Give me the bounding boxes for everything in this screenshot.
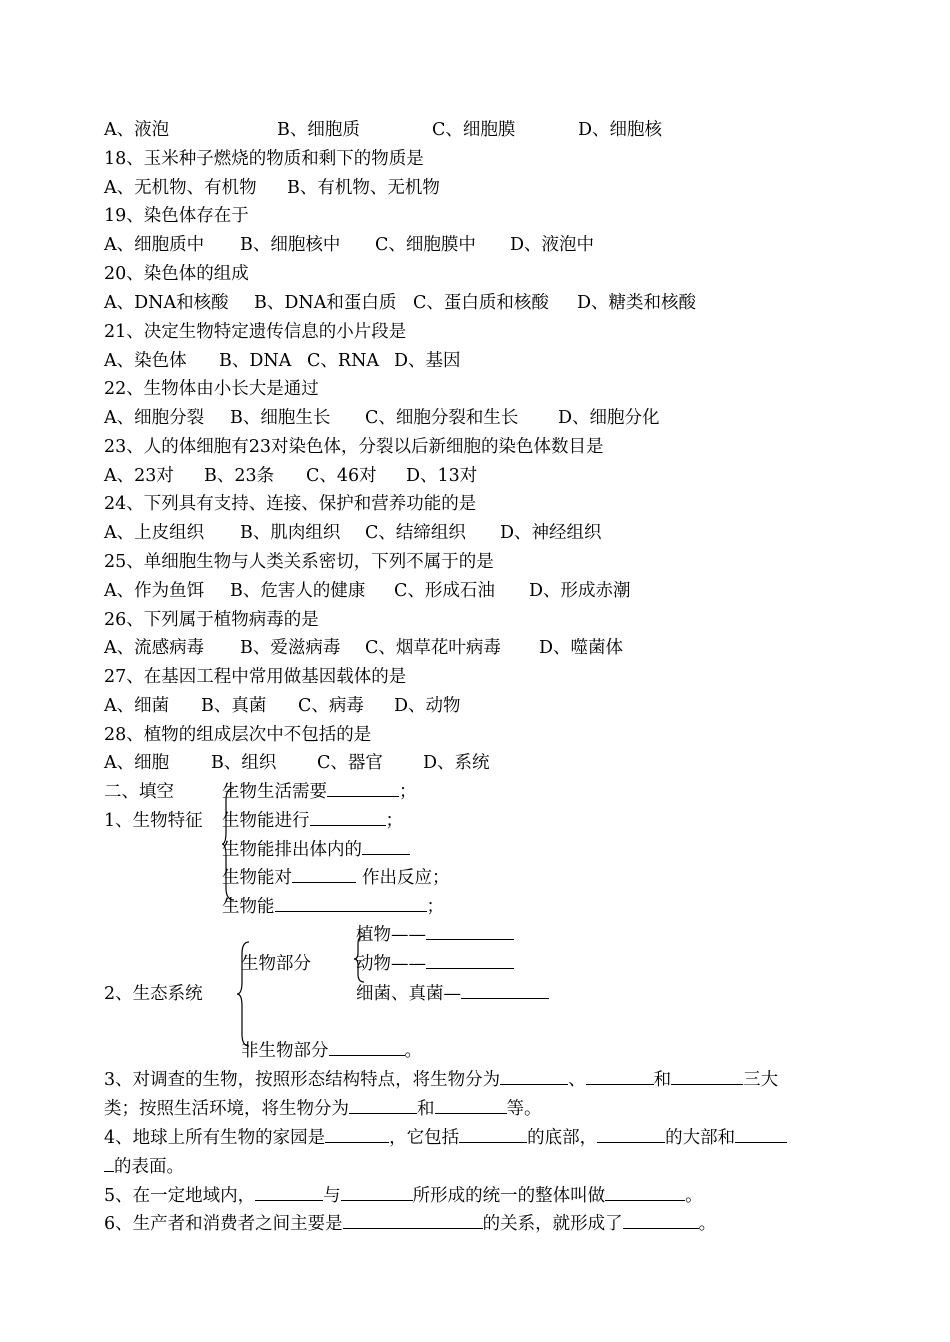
fill-q4-text-a: 4、地球上所有生物的家园是 bbox=[104, 1128, 326, 1148]
fill-q3-line2 bbox=[104, 1097, 542, 1121]
fill-q1-blank-5[interactable] bbox=[275, 895, 427, 912]
fill-q4-line1 bbox=[104, 1126, 787, 1150]
q26-option-d: D、噬菌体 bbox=[539, 638, 624, 658]
q23-option-b: B、23条 bbox=[204, 466, 275, 486]
fill-q5-text-c: 所形成的统一的整体叫做 bbox=[412, 1186, 606, 1206]
fill-q3-text-e: 类；按照生活环境，将生物分为 bbox=[104, 1099, 349, 1119]
fill-q1-item-4 bbox=[222, 866, 450, 890]
q27-stem: 27、在基因工程中常用做基因载体的是 bbox=[104, 667, 407, 687]
fill-q3-text-d: 三大 bbox=[743, 1070, 779, 1090]
q18-stem: 18、玉米种子燃烧的物质和剩下的物质是 bbox=[104, 149, 424, 169]
fill-q6-text-b: 的关系，就形成了 bbox=[482, 1214, 623, 1234]
q20-option-a: A、DNA和核酸 bbox=[104, 293, 229, 313]
fill-q1-item-2-end: ； bbox=[385, 811, 403, 831]
fill-q5-blank-2[interactable] bbox=[341, 1184, 413, 1201]
fill-q3-blank-1[interactable] bbox=[500, 1068, 568, 1085]
fill-q3-text-a: 3、对调查的生物，按照形态结构特点，将生物分为 bbox=[104, 1070, 501, 1090]
fill-q2-animal-text: 动物—— bbox=[356, 954, 426, 974]
q24-option-b: B、肌肉组织 bbox=[240, 523, 341, 543]
q20-option-b: B、DNA和蛋白质 bbox=[254, 293, 397, 313]
q22-option-b: B、细胞生长 bbox=[230, 408, 331, 428]
fill-q1-blank-4[interactable] bbox=[292, 866, 356, 883]
q24-option-d: D、神经组织 bbox=[500, 523, 602, 543]
q28-option-c: C、器官 bbox=[317, 753, 383, 773]
q25-option-c: C、形成石油 bbox=[394, 581, 495, 601]
fill-q4-text-d: 的大部和 bbox=[665, 1128, 736, 1148]
fill-q4-blank-1[interactable] bbox=[325, 1126, 389, 1143]
q27-option-a: A、细菌 bbox=[104, 696, 170, 716]
fill-q1-item-1-end: ； bbox=[399, 782, 417, 802]
q25-option-a: A、作为鱼饵 bbox=[104, 581, 205, 601]
fill-q3-blank-5[interactable] bbox=[435, 1097, 507, 1114]
q23-option-a: A、23对 bbox=[104, 466, 174, 486]
fill-q6-text-a: 6、生产者和消费者之间主要是 bbox=[104, 1214, 343, 1234]
fill-q3-blank-3[interactable] bbox=[671, 1068, 743, 1085]
fill-q1-item-1-text: 生物生活需要 bbox=[222, 782, 327, 802]
fill-q1-item-5-end: ； bbox=[426, 897, 444, 917]
q28-option-b: B、组织 bbox=[211, 753, 277, 773]
q22-option-a: A、细胞分裂 bbox=[104, 408, 205, 428]
fill-q5 bbox=[104, 1184, 703, 1208]
q21-stem: 21、决定生物特定遗传信息的小片段是 bbox=[104, 322, 407, 342]
fill-q6-end: 。 bbox=[698, 1214, 717, 1234]
fill-q5-blank-3[interactable] bbox=[605, 1184, 685, 1201]
fill-q1-item-2 bbox=[222, 809, 403, 833]
fill-q3-text-g: 等。 bbox=[506, 1099, 542, 1119]
q27-option-b: B、真菌 bbox=[201, 696, 267, 716]
fill-q1-blank-2[interactable] bbox=[310, 809, 386, 826]
q23-option-c: C、46对 bbox=[306, 466, 377, 486]
q24-stem: 24、下列具有支持、连接、保护和营养功能的是 bbox=[104, 494, 477, 514]
q20-option-c: C、蛋白质和核酸 bbox=[413, 293, 549, 313]
fill-q2-blank-nonbio[interactable] bbox=[329, 1039, 405, 1056]
fill-q1-blank-3[interactable] bbox=[362, 838, 410, 855]
q18-option-b: B、有机物、无机物 bbox=[287, 178, 440, 198]
fill-q3-text-b: 、 bbox=[568, 1070, 586, 1090]
fill-q4-blank-4[interactable] bbox=[735, 1126, 787, 1143]
q19-option-a: A、细胞质中 bbox=[104, 235, 205, 255]
q23-stem: 23、人的体细胞有23对染色体，分裂以后新细胞的染色体数目是 bbox=[104, 437, 604, 457]
q27-option-d: D、动物 bbox=[394, 696, 461, 716]
fill-q4-blank-3[interactable] bbox=[597, 1126, 665, 1143]
fill-q1-item-1 bbox=[222, 780, 417, 804]
q21-option-a: A、染色体 bbox=[104, 351, 187, 371]
q28-option-a: A、细胞 bbox=[104, 753, 170, 773]
fill-q2-bio-label: 生物部分 bbox=[241, 954, 311, 974]
fill-q1-item-4-text: 生物能对 bbox=[222, 868, 292, 888]
fill-q1-item-4-end: 作出反应； bbox=[362, 868, 450, 888]
fill-q3-text-c: 和 bbox=[653, 1070, 672, 1090]
fill-q5-end: 。 bbox=[685, 1186, 703, 1206]
fill-q2-plant bbox=[356, 923, 514, 947]
fill-q2-blank-animal[interactable] bbox=[426, 952, 514, 969]
fill-q4-text-b: ，它包括 bbox=[389, 1128, 460, 1148]
q26-option-b: B、爱滋病毒 bbox=[240, 638, 341, 658]
q26-option-c: C、烟草花叶病毒 bbox=[365, 638, 501, 658]
q21-option-d: D、基因 bbox=[394, 351, 461, 371]
q20-option-d: D、糖类和核酸 bbox=[577, 293, 697, 313]
fill-q6 bbox=[104, 1212, 716, 1236]
q18-option-a: A、无机物、有机物 bbox=[104, 178, 257, 198]
fill-q2-animal bbox=[356, 952, 514, 976]
fill-q1-blank-1[interactable] bbox=[327, 780, 399, 797]
q25-stem: 25、单细胞生物与人类关系密切，下列不属于的是 bbox=[104, 552, 494, 572]
q25-option-d: D、形成赤潮 bbox=[529, 581, 631, 601]
fill-q1-item-3 bbox=[222, 838, 410, 862]
q19-option-d: D、液泡中 bbox=[510, 235, 595, 255]
fill-q1-item-3-text: 生物能排出体内的 bbox=[222, 840, 362, 860]
fill-q4-line2 bbox=[104, 1155, 184, 1179]
fill-q4-blank-4-cont[interactable] bbox=[104, 1155, 114, 1172]
fill-q5-text-b: 与 bbox=[323, 1186, 341, 1206]
fill-q4-blank-2[interactable] bbox=[459, 1126, 527, 1143]
q17-option-b: B、细胞质 bbox=[277, 120, 360, 140]
q20-stem: 20、染色体的组成 bbox=[104, 264, 249, 284]
fill-q6-blank-1[interactable] bbox=[343, 1212, 483, 1229]
q27-option-c: C、病毒 bbox=[298, 696, 364, 716]
fill-q3-text-f: 和 bbox=[417, 1099, 435, 1119]
q21-option-b: B、DNA bbox=[219, 351, 292, 371]
fill-q4-text-c: 的底部， bbox=[527, 1128, 598, 1148]
fill-q2-label: 2、生态系统 bbox=[104, 984, 203, 1004]
q17-option-a: A、液泡 bbox=[104, 120, 170, 140]
fill-q2-micro bbox=[356, 982, 549, 1006]
fill-q4-text-e: 的表面。 bbox=[114, 1157, 184, 1177]
q23-option-d: D、13对 bbox=[406, 466, 478, 486]
section-title: 二、填空 bbox=[104, 782, 174, 802]
q24-option-c: C、结缔组织 bbox=[365, 523, 466, 543]
fill-q2-blank-plant[interactable] bbox=[426, 923, 514, 940]
fill-q5-blank-1[interactable] bbox=[255, 1184, 323, 1201]
fill-q1-item-2-text: 生物能进行 bbox=[222, 811, 310, 831]
q22-stem: 22、生物体由小长大是通过 bbox=[104, 379, 319, 399]
fill-q1-item-5 bbox=[222, 895, 444, 919]
q28-stem: 28、植物的组成层次中不包括的是 bbox=[104, 725, 372, 745]
fill-q2-plant-text: 植物—— bbox=[356, 925, 426, 945]
fill-q1-item-5-text: 生物能 bbox=[222, 897, 275, 917]
q26-stem: 26、下列属于植物病毒的是 bbox=[104, 610, 319, 630]
fill-q3-blank-2[interactable] bbox=[586, 1068, 654, 1085]
q25-option-b: B、危害人的健康 bbox=[230, 581, 366, 601]
fill-q2-nonbio bbox=[241, 1039, 422, 1063]
q19-stem: 19、染色体存在于 bbox=[104, 206, 249, 226]
fill-q1-label: 1、生物特征 bbox=[104, 811, 203, 831]
q22-option-c: C、细胞分裂和生长 bbox=[365, 408, 519, 428]
q21-option-c: C、RNA bbox=[307, 351, 380, 371]
q17-option-c: C、细胞膜 bbox=[432, 120, 516, 140]
q19-option-b: B、细胞核中 bbox=[240, 235, 341, 255]
fill-q2-micro-text: 细菌、真菌— bbox=[356, 984, 461, 1004]
q24-option-a: A、上皮组织 bbox=[104, 523, 205, 543]
fill-q6-blank-2[interactable] bbox=[623, 1212, 699, 1229]
fill-q3-blank-4[interactable] bbox=[349, 1097, 417, 1114]
fill-q2-nonbio-text: 非生物部分 bbox=[241, 1041, 329, 1061]
fill-q3-line1 bbox=[104, 1068, 778, 1092]
q28-option-d: D、系统 bbox=[423, 753, 490, 773]
q26-option-a: A、流感病毒 bbox=[104, 638, 205, 658]
fill-q2-blank-micro[interactable] bbox=[461, 982, 549, 999]
fill-q2-nonbio-end: 。 bbox=[404, 1041, 422, 1061]
q22-option-d: D、细胞分化 bbox=[558, 408, 660, 428]
fill-q5-text-a: 5、在一定地域内， bbox=[104, 1186, 256, 1206]
q17-option-d: D、细胞核 bbox=[578, 120, 663, 140]
q19-option-c: C、细胞膜中 bbox=[375, 235, 476, 255]
